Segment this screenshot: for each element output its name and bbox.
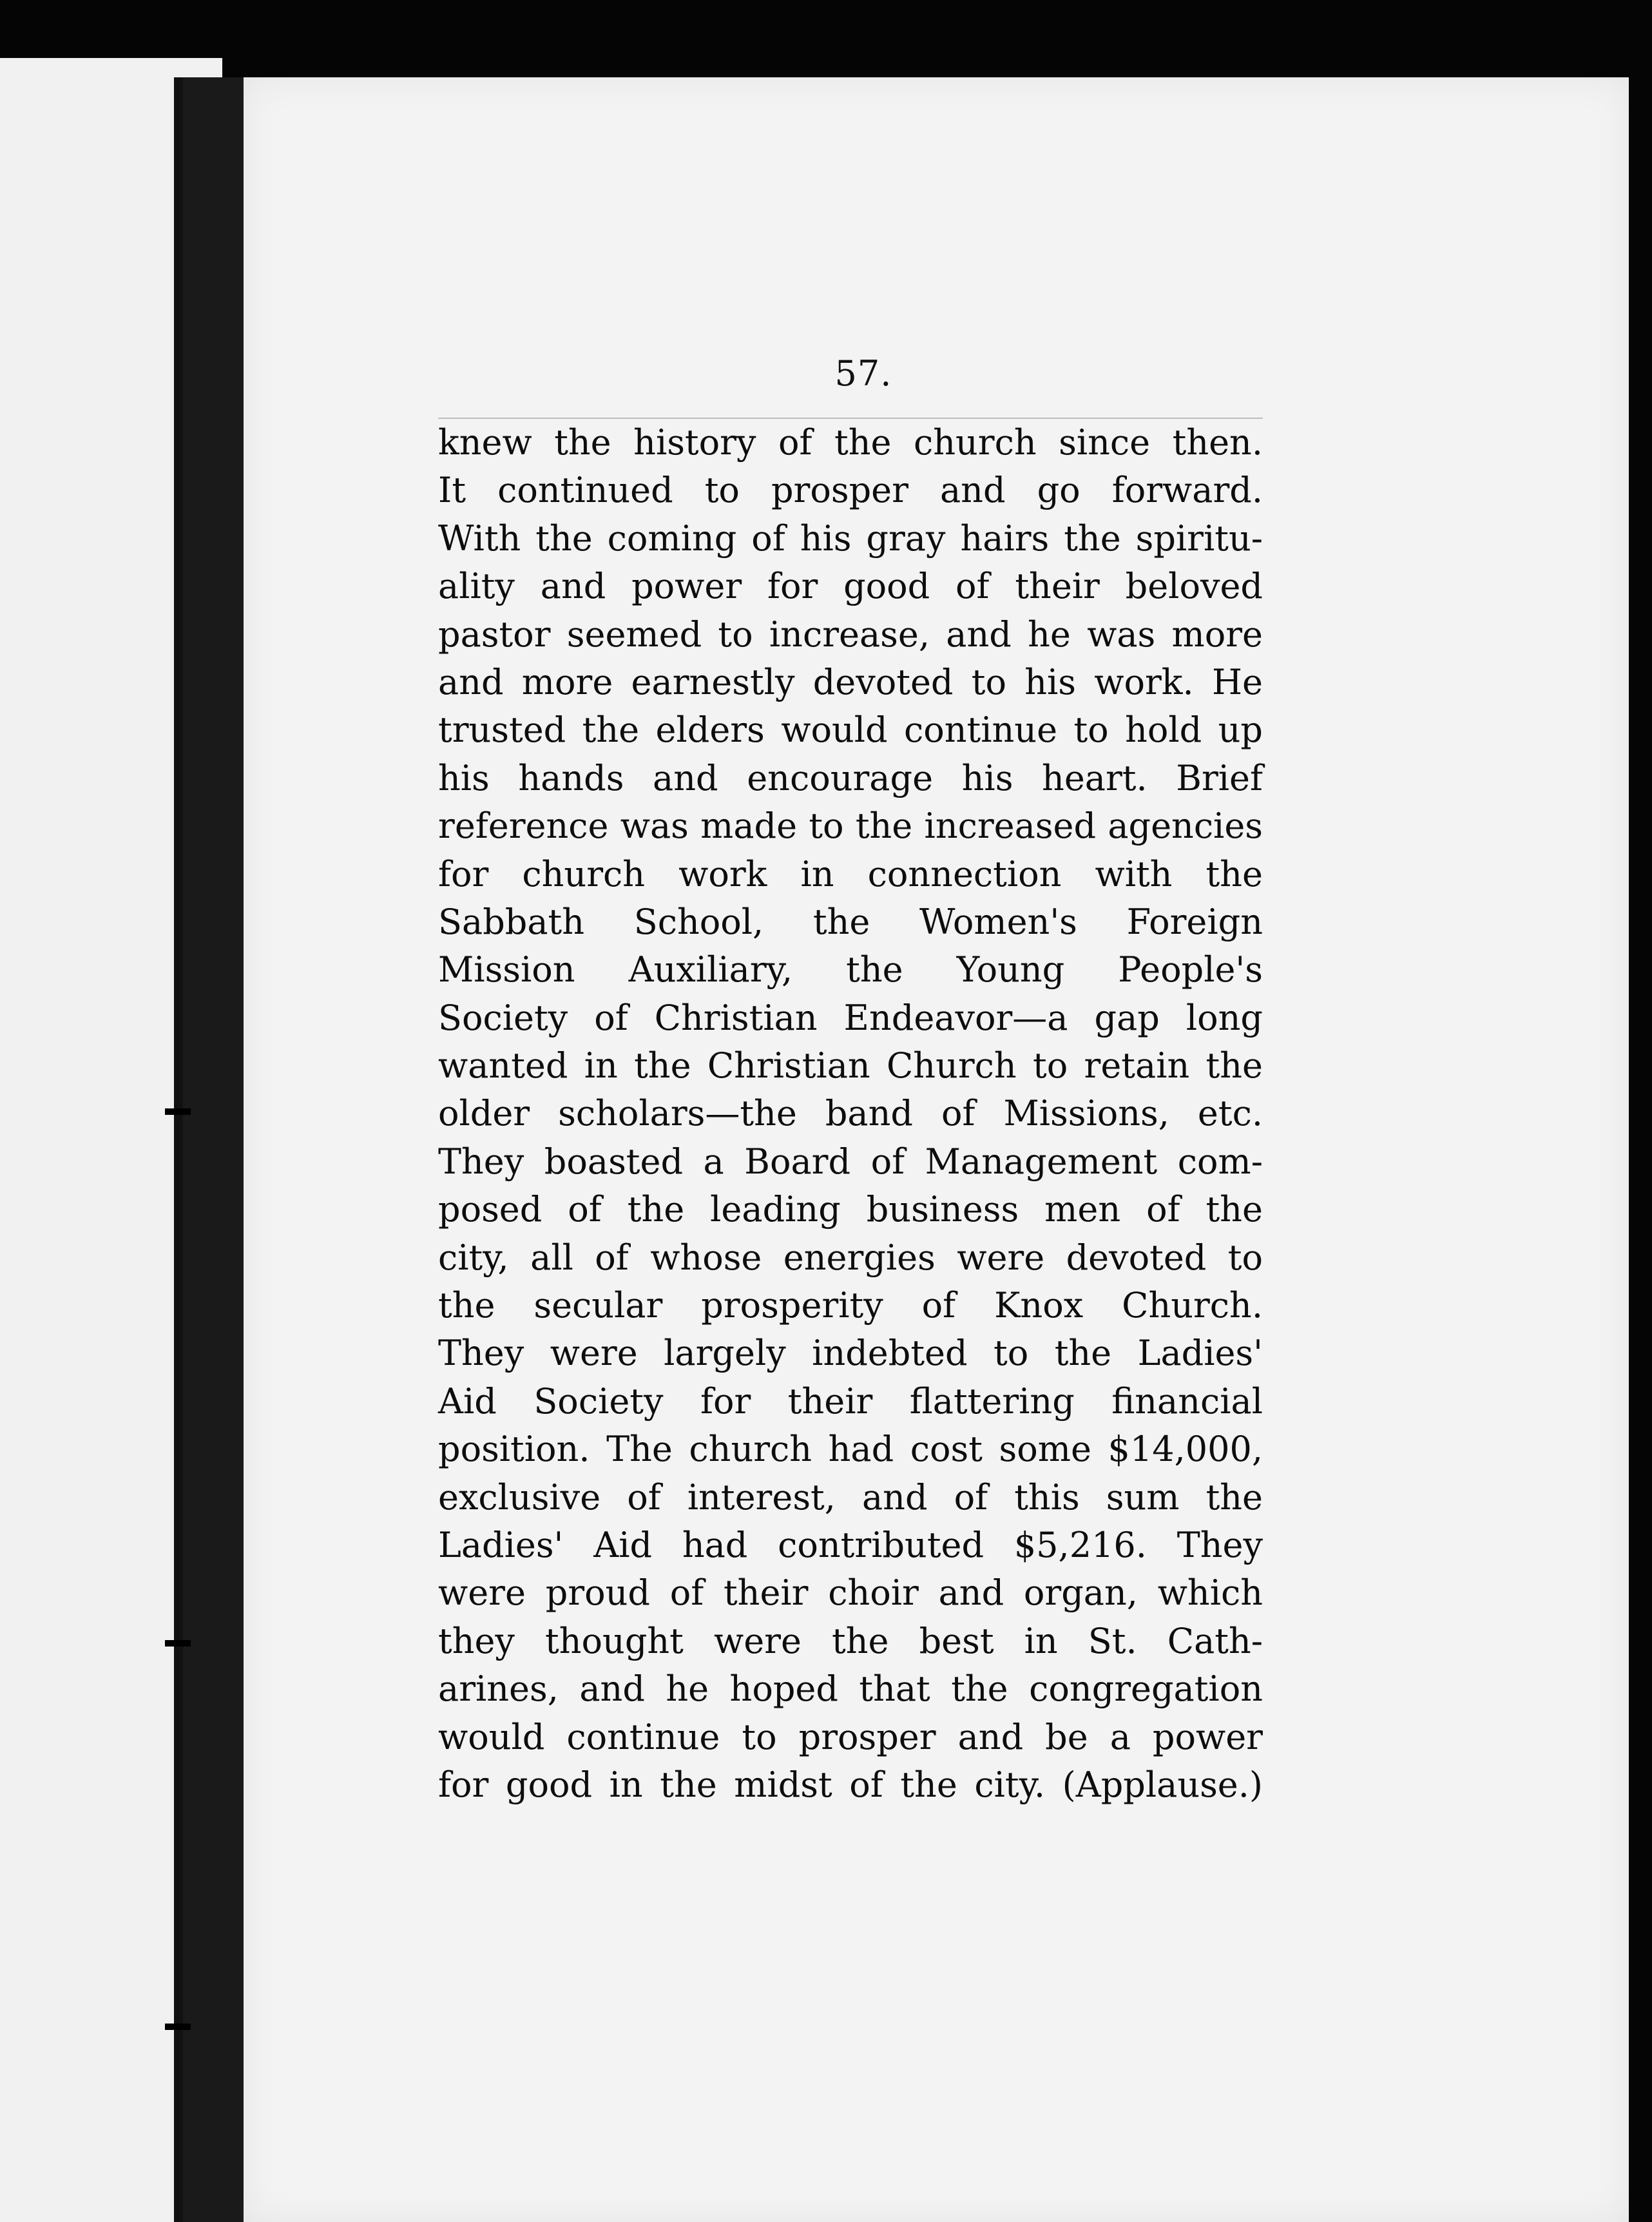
text-line: would continue to prosper and be a power [438,1716,1263,1757]
text-line: With the coming of his gray hairs the spiritu- [438,517,1263,559]
text-line: exclusive of interest, and of this sum the [438,1476,1263,1518]
text-line: They boasted a Board of Management com- [438,1141,1263,1182]
book-gutter [174,77,183,2222]
text-line: for good in the midst of the city. (Applause.) [438,1764,1263,1805]
gutter-shadow [183,77,245,2222]
page-number: 57. [834,353,892,394]
text-line: posed of the leading business men of the [438,1189,1263,1230]
text-line: were proud of their choir and organ, which [438,1572,1263,1614]
text-line: They were largely indebted to the Ladies' [438,1333,1263,1374]
text-line: Mission Auxiliary, the Young People's [438,949,1263,990]
text-line: Aid Society for their flattering financial [438,1380,1263,1422]
text-line: wanted in the Christian Church to retain the [438,1045,1263,1087]
text-line: Society of Christian Endeavor—a gap long [438,997,1263,1038]
text-line: the secular prosperity of Knox Church. [438,1285,1263,1326]
text-line: arines, and he hoped that the congregation [438,1668,1263,1710]
text-line: city, all of whose energies were devoted to [438,1237,1263,1278]
binding-stitch-mark [165,1640,191,1647]
binding-stitch-mark [165,1108,191,1115]
text-line: position. The church had cost some $14,000, [438,1429,1263,1470]
page-body-text [438,419,1263,1809]
text-line: It continued to prosper and go forward. [438,470,1263,511]
text-line: they thought were the best in St. Cath- [438,1620,1263,1661]
text-line: for church work in connection with the [438,853,1263,894]
text-line: his hands and encourage his heart. Brief [438,757,1263,798]
text-line: ality and power for good of their beloved [438,566,1263,607]
text-line: Sabbath School, the Women's Foreign [438,901,1263,942]
text-line: Ladies' Aid had contributed $5,216. They [438,1524,1263,1565]
text-line: older scholars—the band of Missions, etc. [438,1093,1263,1134]
text-line: reference was made to the increased agencies [438,806,1263,847]
text-line: pastor seemed to increase, and he was more [438,613,1263,655]
text-line: trusted the elders would continue to hold up [438,710,1263,751]
text-line: and more earnestly devoted to his work. He [438,661,1263,702]
text-line: knew the history of the church since then. [438,422,1263,463]
binding-stitch-mark [165,2024,191,2030]
